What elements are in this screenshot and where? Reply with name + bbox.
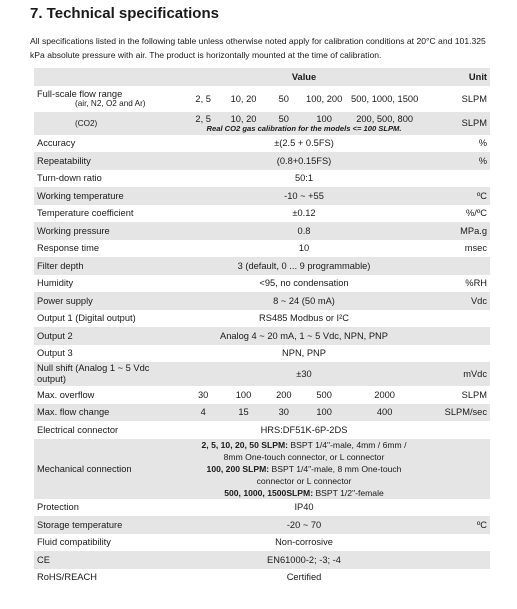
- row-unit: %/ºC: [466, 208, 487, 219]
- flow-range-value: 500, 1000, 1500: [351, 93, 419, 104]
- flow-range-label: [34, 86, 180, 112]
- row-unit: [428, 345, 490, 363]
- row-label: Repeatability: [37, 155, 91, 166]
- row-unit: [428, 439, 490, 499]
- row-value: Non-corrosive: [275, 537, 333, 548]
- row-label: Accuracy: [37, 138, 76, 149]
- co2-range-value: 10, 20: [230, 113, 257, 124]
- table-row: [34, 569, 490, 587]
- flow-range-value: 2, 5: [195, 93, 211, 104]
- row-unit: [428, 170, 490, 188]
- row-label: Mechanical connection: [37, 463, 132, 474]
- row-unit: [428, 499, 490, 517]
- row-label: Working temperature: [37, 190, 124, 201]
- row-label: Humidity: [37, 278, 74, 289]
- row-value: -20 ~ 70: [286, 519, 322, 530]
- row-value: IP40: [294, 502, 314, 513]
- row-unit: ºC: [476, 190, 487, 201]
- row-value: Certified: [286, 572, 322, 583]
- row-label: Electrical connector: [37, 424, 119, 435]
- row-value: 0.8: [297, 225, 311, 236]
- table-row: [34, 292, 490, 310]
- row-value: (0.8+0.15FS): [276, 155, 332, 166]
- table-row: [34, 310, 490, 328]
- row-unit: [428, 327, 490, 345]
- table-header: [34, 68, 490, 86]
- table-row: [34, 222, 490, 240]
- row-unit: MPa.g: [460, 225, 487, 236]
- row-value: Analog 4 ~ 20 mA, 1 ~ 5 Vdc, NPN, PNP: [220, 330, 388, 341]
- co2-range-value: 2, 5: [195, 113, 211, 124]
- overflow-value: 100: [235, 389, 252, 400]
- mech-text: BSPT 1/4"-male, 4mm / 6mm /: [288, 439, 407, 450]
- co2-range-value: 200, 500, 800: [356, 113, 414, 124]
- co2-range-row: [34, 112, 490, 135]
- mech-size-group: 2, 5, 10, 20, 50 SLPM:: [201, 439, 288, 450]
- overflow-value: 30: [197, 389, 209, 400]
- row-unit: SLPM/sec: [444, 407, 487, 418]
- flow-range-row: [34, 86, 490, 112]
- mech-size-group: 500, 1000, 1500SLPM:: [224, 487, 314, 498]
- row-unit: %RH: [465, 278, 487, 289]
- flow-change-value: 15: [238, 407, 249, 418]
- co2-label: (CO2): [75, 119, 98, 128]
- table-row: [34, 327, 490, 345]
- mech-text: connector or L connector: [256, 475, 352, 486]
- table-row: [34, 551, 490, 569]
- row-unit: Vdc: [470, 295, 487, 306]
- row-value: ±(2.5 + 0.5FS): [274, 138, 334, 149]
- table-row: [34, 345, 490, 363]
- row-value: ±30: [296, 369, 312, 379]
- row-unit: %: [478, 155, 487, 166]
- table-row: [34, 499, 490, 517]
- row-value: 50:1: [294, 173, 314, 184]
- row-label: CE: [37, 554, 50, 565]
- row-label: Storage temperature: [37, 519, 123, 530]
- row-label: Output 3: [37, 348, 73, 359]
- flow-change-value: 400: [376, 407, 393, 418]
- row-label: RoHS/REACH: [37, 572, 97, 583]
- co2-range-value: 100: [316, 113, 332, 124]
- mechanical-value: [180, 439, 428, 499]
- flow-change-values: [180, 404, 428, 422]
- row-value: <95, no condensation: [259, 278, 349, 289]
- table-row: [34, 240, 490, 258]
- flow-range-unit: SLPM: [461, 93, 487, 104]
- row-label: Power supply: [37, 295, 93, 306]
- row-value: 10: [298, 243, 310, 254]
- row-label: Fluid compatibility: [37, 537, 111, 548]
- mech-size-group: 100, 200 SLPM:: [206, 463, 270, 474]
- row-value: NPN, PNP: [282, 348, 326, 359]
- row-unit: mVdc: [463, 369, 487, 379]
- row-unit: SLPM: [461, 389, 487, 400]
- row-label: Filter depth: [37, 260, 84, 271]
- row-unit: [428, 569, 490, 587]
- spec-table: [34, 68, 490, 586]
- row-unit: [428, 257, 490, 275]
- flow-range-value: 50: [278, 93, 289, 104]
- co2-note: Real CO2 gas calibration for the models <= 100 SLPM.: [206, 123, 402, 133]
- mech-text: BSPT 1/2"-female: [313, 487, 384, 498]
- row-label: Max. overflow: [37, 389, 95, 400]
- table-row: [34, 362, 490, 386]
- row-unit: [428, 551, 490, 569]
- row-value: -10 ~ +55: [284, 190, 324, 201]
- row-value: 3 (default, 0 ... 9 programmable): [237, 260, 371, 271]
- row-unit: [428, 534, 490, 552]
- row-value: 8 ~ 24 (50 mA): [273, 295, 335, 306]
- table-row: [34, 275, 490, 293]
- flow-range-values: [180, 86, 428, 112]
- row-value: EN61000-2; -3; -4: [267, 554, 341, 565]
- intro-paragraph: All specifications listed in the following table unless otherwise noted apply for calibration conditions at 20°C and 101.325 kPa absolute pressure with air. The product is horizontally mounted at the time of calibration.: [30, 36, 486, 60]
- overflow-value: 500: [316, 389, 332, 400]
- connector-row: [34, 421, 490, 439]
- table-row: [34, 170, 490, 188]
- table-row: [34, 152, 490, 170]
- overflow-row: [34, 386, 490, 404]
- co2-range-values: [180, 112, 428, 135]
- co2-range-unit: SLPM: [461, 118, 487, 128]
- table-row: [34, 135, 490, 153]
- overflow-values: [180, 386, 428, 404]
- row-value: ±0.12: [292, 208, 316, 219]
- section-heading: 7. Technical specifications: [30, 5, 219, 22]
- overflow-value: 200: [276, 389, 292, 400]
- header-label-cell: [34, 68, 180, 86]
- header-unit: Unit: [468, 71, 487, 82]
- flow-range-title: Full-scale flow range: [37, 89, 123, 99]
- row-label: Max. flow change: [37, 407, 110, 418]
- row-unit: [428, 421, 490, 439]
- flow-change-value: 4: [200, 407, 206, 418]
- table-row: [34, 534, 490, 552]
- flow-range-gases: (air, N2, O2 and Ar): [75, 99, 146, 108]
- row-unit: %: [478, 138, 487, 149]
- row-label: Response time: [37, 243, 100, 254]
- flow-range-value: 10, 20: [230, 93, 257, 104]
- row-label: Protection: [37, 502, 79, 513]
- row-unit: ºC: [476, 519, 487, 530]
- row-value: HRS:DF51K-6P-2DS: [260, 424, 348, 435]
- row-label: Turn-down ratio: [37, 173, 102, 184]
- row-unit: [428, 310, 490, 328]
- mech-text: BSPT 1/4"-male, 8 mm One-touch: [269, 463, 402, 474]
- header-value: Value: [291, 71, 317, 82]
- flow-range-value: 100, 200: [306, 93, 343, 104]
- co2-range-value: 50: [278, 113, 289, 124]
- row-label: Temperature coefficient: [37, 208, 134, 219]
- co2-range-label: [34, 112, 180, 135]
- mech-text: 8mm One-touch connector, or L connector: [223, 451, 385, 462]
- flow-change-value: 100: [316, 407, 332, 418]
- row-value: RS485 Modbus or I²C: [259, 313, 349, 324]
- table-row: [34, 257, 490, 275]
- row-label: Null shift (Analog 1 ~ 5 Vdc output): [37, 363, 150, 384]
- table-row: [34, 187, 490, 205]
- flow-change-row: [34, 404, 490, 422]
- row-unit: msec: [464, 243, 487, 254]
- table-row: [34, 205, 490, 223]
- row-label: Working pressure: [37, 225, 110, 236]
- overflow-value: 2000: [374, 389, 395, 400]
- row-label: Output 2: [37, 330, 73, 341]
- row-label: Output 1 (Digital output): [37, 313, 136, 324]
- mechanical-row: [34, 439, 490, 499]
- flow-change-value: 30: [278, 407, 289, 418]
- table-row: [34, 516, 490, 534]
